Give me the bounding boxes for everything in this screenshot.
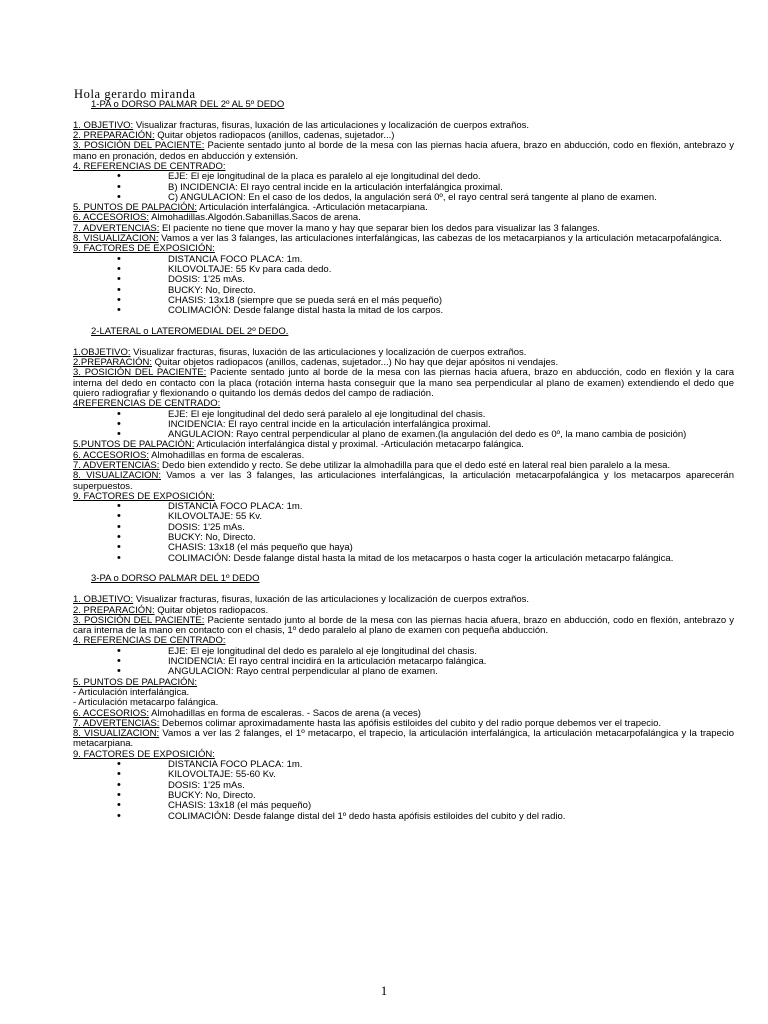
item-paragraph [73,729,734,750]
item-label: 2. PREPARACIÓN: [73,130,155,142]
item-text: Paciente sentado junto al borde de la mesa con las piernas hacia afuera, brazo en abducción, codo en flexión y la cara interna del dedo en contacto con la placa (rotación interna hasta conseguir que la mano sea perpendicular al plano de examen) extendiendo el dedo que quiero radiografiar y flexionando o quitando los demás dedos del campo de radiación. [73,367,734,399]
item-text: Vamos a ver las 3 falanges, las articulaciones interfalángicas, las cabezas de los metacarpianos y la articulación metacarpofalángica. [158,233,722,245]
bullet-item: • COLIMACIÓN: Desde falange distal hasta la mitad de los carpos. [73,306,734,316]
bullet-item: • DISTANCIA FOCO PLACA: 1m. [73,255,734,265]
bullet-item: • CHASIS: 13x18 (el más pequeño que haya) [73,543,734,553]
item-label: 8. VISUALIZACION: [73,728,160,740]
bullet-item: • CHASIS: 13x18 (el más pequeño) [73,801,734,811]
item-label: 7. ADVERTENCIAS: [73,460,160,471]
item-text: El paciente no tiene que mover la mano y hay que separar bien los dedos para visualizar las 3 falanges. [159,222,600,234]
bullet-list [73,410,734,441]
item-text: Visualizar fracturas, fisuras, luxación de las articulaciones y localización de cuerpos extraños. [133,594,530,606]
bullet-item: • COLIMACIÓN: Desde falange distal hasta la mitad de los metacarpos o hasta coger la articulación metacarpo falángica. [73,554,734,564]
bullet-item: • B) INCIDENCIA: El rayo central incide en la articulación interfalángica proximal. [73,183,734,193]
item-paragraph [73,368,734,399]
bullet-item: • EJE: El eje longitudinal del dedo será paralelo al eje longitudinal del chasis. [73,410,734,420]
item-label: 4REFERENCIAS DE CENTRADO: [73,398,221,410]
item-text: Dedo bien extendido y recto. Se debe utilizar la almohadilla para que el dedo esté en lateral real bien paralelo a la mesa. [159,460,671,471]
bullet-item: • DOSIS: 1'25 mAs. [73,523,734,533]
bullet-item: • DOSIS: 1'25 mAs. [73,275,734,285]
section-title: 1-PA o DORSO PALMAR DEL 2º AL 5º DEDO [91,99,285,110]
bullet-item: • COLIMACIÓN: Desde falange distal del 1º dedo hasta apófisis estiloides del cubito y del radio. [73,812,734,822]
item-text: Quitar objetos radiopacos (anillos, cadenas, sujetador...) [154,130,395,142]
item-text: Paciente sentado junto al borde de la mesa con las piernas hacia afuera, brazo en abducción, codo en flexión, antebrazo y mano en pronación, dedos en abducción y extensión. [73,140,734,162]
item-label: 3. POSICIÓN DEL PACIENTE: [73,614,205,626]
section-title: 2-LATERAL o LATEROMEDIAL DEL 2º DEDO. [91,325,289,337]
item-label: 9. FACTORES DE EXPOSICIÓN: [73,748,215,760]
item-label: 8. VISUALIZACION: [73,470,162,482]
bullet-item: • KILOVOLTAJE: 55 Kv para cada dedo. [73,265,734,275]
bullet-item: • INCIDENCIA: El rayo central incide en la articulación interfalángica proximal. [73,420,734,430]
item-text: Articulación interfalángica distal y proximal. -Articulación metacarpo falángica. [194,439,524,451]
text-line: - Articulación interfalángica. [73,686,190,698]
item-paragraph [73,471,734,492]
item-text: Debemos colimar aproximadamente hasta las apófisis estiloides del cubito y del radio porque debemos ver el trapecio. [159,717,662,729]
item-text: Paciente sentado junto al borde de la mesa con las piernas hacia afuera, brazo en abducción, codo en flexión, antebrazo y cara interna de la mano en contacto con el chasis, 1º dedo paralelo al plano de examen con pequeña abducción. [73,614,734,637]
item-label: 7. ADVERTENCIAS: [73,717,160,729]
item-text: Quitar objetos radiopacos. [154,604,269,616]
bullet-item: • DISTANCIA FOCO PLACA: 1m. [73,760,734,770]
item-label: 3. POSICIÓN DEL PACIENTE: [73,367,207,379]
item-text: Visualizar fracturas, fisuras, luxación de las articulaciones y localización de cuerpos extraños. [130,346,527,358]
item-text: Vamos a ver las 2 falanges, el 1º metacarpo, el trapecio, la articulación interfalángica, la articulación metacarpofalángica y la trapecio metacarpiana. [73,728,734,750]
item-label: 5. PUNTOS DE PALPACIÓN: [73,202,198,214]
item-label: 4. REFERENCIAS DE CENTRADO: [73,160,226,172]
item-label: 7. ADVERTENCIAS: [73,222,160,234]
item-paragraph [73,616,734,637]
item-label: 9. FACTORES DE EXPOSICIÓN: [73,243,215,255]
item-text: Articulación interfalángica. -Articulación metacarpiana. [197,202,428,214]
item-label: 6. ACCESORIOS: [73,212,150,224]
bullet-item: • C) ANGULACION: En el caso de los dedos, la angulación será 0º, el rayo central será tangente al plano de examen. [73,193,734,203]
section-title: 3-PA o DORSO PALMAR DEL 1º DEDO [91,573,260,585]
item-label: 9. FACTORES DE EXPOSICIÓN: [73,490,215,502]
item-label: 1.OBJETIVO: [73,346,131,358]
item-paragraph [73,141,734,162]
document-body [73,100,734,822]
item-label: 1. OBJETIVO: [73,594,134,606]
text-line: - Articulación metacarpo falángica. [73,697,219,709]
item-label: 2.PREPARACIÓN: [73,357,153,369]
greeting: Hola gerardo miranda [74,87,196,101]
item-label: 2. PREPARACIÓN: [73,604,155,616]
item-text: Almohadillas en forma de escaleras. [149,449,305,461]
item-label: 1. OBJETIVO: [73,119,134,131]
bullet-list [73,502,734,564]
bullet-item: • ANGULACION: Rayo central perpendicular al plano de examen.(la angulación del dedo es 0º, la mano cambia de posición) [73,430,734,440]
bullet-list [73,255,734,317]
bullet-item: • ANGULACION: Rayo central perpendicular al plano de examen. [73,667,734,677]
item-label: 4. REFERENCIAS DE CENTRADO: [73,635,226,647]
bullet-item: • KILOVOLTAJE: 55 Kv. [73,512,734,522]
bullet-item: • BUCKY: No, Directo. [73,286,734,296]
item-label: 3. POSICIÓN DEL PACIENTE: [73,140,205,152]
bullet-item: • DISTANCIA FOCO PLACA: 1m. [73,502,734,512]
bullet-list [73,760,734,822]
bullet-item: • BUCKY: No, Directo. [73,791,734,801]
item-label: 5. PUNTOS DE PALPACIÓN: [73,676,198,688]
item-text: Almohadillas en forma de escaleras. - Sacos de arena (a veces) [149,707,421,719]
bullet-list [73,647,734,678]
bullet-item: • INCIDENCIA: El rayo central incidirá en la articulación metacarpo falángica. [73,657,734,667]
bullet-list [73,172,734,203]
bullet-item: • BUCKY: No, Directo. [73,533,734,543]
item-label: 6. ACCESORIOS: [73,707,150,719]
bullet-item: • DOSIS: 1'25 mAs. [73,781,734,791]
bullet-item: • CHASIS: 13x18 (siempre que se pueda será en el más pequeño) [73,296,734,306]
item-text: Visualizar fracturas, fisuras, luxación de las articulaciones y localización de cuerpos extraños. [133,119,530,131]
item-text: Almohadillas.Algodón.Sabanillas.Sacos de arena. [149,212,361,224]
bullet-item: • EJE: El eje longitudinal de la placa es paralelo al eje longitudinal del dedo. [73,172,734,182]
item-text: Quitar objetos radiopacos (anillos, cadenas, sujetador...) No hay que dejar apósitos ni vendajes. [152,357,559,369]
bullet-item: • EJE: El eje longitudinal del dedo es paralelo al eje longitudinal del chasis. [73,647,734,657]
item-label: 5.PUNTOS DE PALPACIÓN: [73,439,195,451]
item-label: 8. VISUALIZACION: [73,233,159,245]
page-number: 1 [380,983,388,998]
item-paragraph [73,399,734,409]
item-label: 6. ACCESORIOS: [73,449,150,461]
item-text: Vamos a ver las 3 falanges, las articulaciones interfalángicas, la articulación metacarpofalángica y los metacarpos aparecerán superpuestos. [73,470,734,492]
bullet-item: • KILOVOLTAJE: 55-60 Kv. [73,770,734,780]
